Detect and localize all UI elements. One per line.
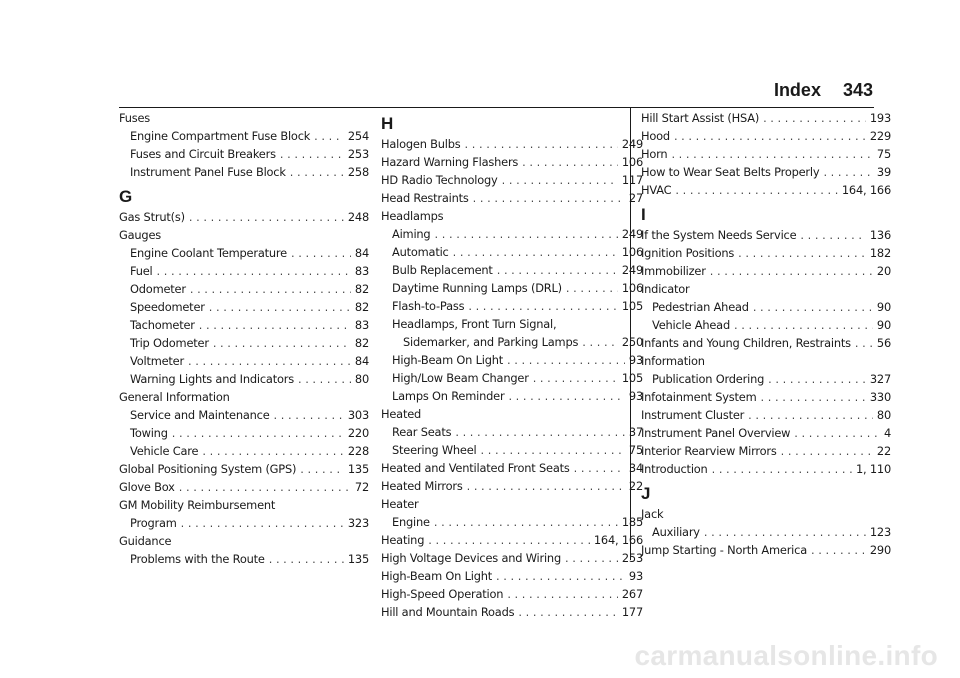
entry-page-number: 93 bbox=[628, 569, 643, 583]
entry-page-number: 22 bbox=[628, 479, 643, 493]
index-entry[interactable] bbox=[641, 460, 891, 478]
entry-page-number: 34 bbox=[628, 461, 643, 475]
index-heading: Heated bbox=[381, 407, 422, 421]
entry-label: High-Beam On Light bbox=[381, 569, 493, 583]
dot-leader bbox=[507, 351, 625, 369]
dot-leader bbox=[202, 442, 344, 460]
page-title: Index bbox=[773, 80, 821, 100]
entry-page-number: 193 bbox=[869, 111, 891, 125]
entry-page-number: 39 bbox=[876, 165, 891, 179]
entry-label: Program bbox=[130, 516, 177, 530]
dot-leader bbox=[473, 189, 625, 207]
entry-page-number: 105 bbox=[621, 299, 643, 313]
entry-page-number: 82 bbox=[354, 300, 369, 314]
entry-page-number: 80 bbox=[876, 408, 891, 422]
entry-page-number: 84 bbox=[354, 246, 369, 260]
index-entry[interactable] bbox=[641, 163, 891, 181]
entry-page-number: 90 bbox=[876, 300, 891, 314]
index-entry[interactable] bbox=[641, 181, 891, 199]
entry-label: Fuel bbox=[130, 264, 153, 278]
index-entry[interactable] bbox=[119, 550, 369, 568]
index-entry[interactable] bbox=[381, 567, 643, 585]
entry-page-number: 93 bbox=[628, 353, 643, 367]
dot-leader bbox=[675, 181, 838, 199]
dot-leader bbox=[508, 387, 624, 405]
entry-label: Voltmeter bbox=[130, 354, 184, 368]
entry-page-number: 123 bbox=[869, 525, 891, 539]
entry-label: Aiming bbox=[392, 227, 431, 241]
index-entry[interactable] bbox=[381, 261, 643, 279]
dot-leader bbox=[518, 603, 618, 621]
entry-label: Trip Odometer bbox=[130, 336, 209, 350]
index-entry[interactable] bbox=[641, 127, 891, 145]
dot-leader bbox=[763, 109, 866, 127]
index-entry[interactable] bbox=[119, 127, 369, 145]
index-entry[interactable] bbox=[381, 585, 643, 603]
entry-label: Tachometer bbox=[130, 318, 195, 332]
dot-leader bbox=[800, 226, 865, 244]
dot-leader bbox=[671, 145, 872, 163]
entry-label: Speedometer bbox=[130, 300, 205, 314]
index-entry[interactable] bbox=[381, 369, 643, 387]
watermark: carmanualsonline.info bbox=[634, 640, 938, 671]
entry-label: Hazard Warning Flashers bbox=[381, 155, 519, 169]
index-entry[interactable] bbox=[641, 388, 891, 406]
entry-page-number: 117 bbox=[621, 173, 643, 187]
dot-leader bbox=[710, 262, 873, 280]
entry-page-number: 185 bbox=[621, 515, 643, 529]
entry-label: Infants and Young Children, Restraints bbox=[641, 336, 851, 350]
entry-page-number: 135 bbox=[347, 552, 369, 566]
index-entry[interactable] bbox=[381, 153, 643, 171]
entry-page-number: 229 bbox=[869, 129, 891, 143]
index-entry[interactable] bbox=[641, 541, 891, 559]
section-letter: H bbox=[381, 114, 394, 133]
index-entry[interactable] bbox=[641, 523, 891, 541]
dot-leader bbox=[748, 406, 873, 424]
index-heading: General Information bbox=[119, 390, 230, 404]
index-entry[interactable] bbox=[381, 387, 643, 405]
entry-page-number: 323 bbox=[347, 516, 369, 530]
entry-label: Immobilizer bbox=[641, 264, 706, 278]
index-heading: GM Mobility Reimbursement bbox=[119, 498, 276, 512]
entry-label: Glove Box bbox=[119, 480, 175, 494]
index-heading: Indicator bbox=[641, 282, 690, 296]
index-entry[interactable] bbox=[381, 459, 643, 477]
index-column-1 bbox=[119, 109, 369, 568]
index-entry[interactable] bbox=[641, 298, 891, 316]
dot-leader bbox=[199, 316, 351, 334]
entry-page-number: 22 bbox=[876, 444, 891, 458]
index-entry[interactable] bbox=[641, 262, 891, 280]
entry-label: Publication Ordering bbox=[652, 372, 765, 386]
index-heading: Headlamps, Front Turn Signal, bbox=[392, 317, 557, 331]
index-entry[interactable] bbox=[381, 441, 643, 459]
index-column-3 bbox=[641, 109, 891, 559]
entry-page-number: 220 bbox=[347, 426, 369, 440]
entry-page-number: 290 bbox=[869, 543, 891, 557]
dot-leader bbox=[434, 225, 617, 243]
dot-leader bbox=[172, 424, 344, 442]
index-entry[interactable] bbox=[119, 208, 369, 226]
index-entry[interactable] bbox=[641, 145, 891, 163]
dot-leader bbox=[467, 477, 625, 495]
entry-page-number: 267 bbox=[621, 587, 643, 601]
dot-leader bbox=[502, 171, 618, 189]
entry-label: HD Radio Technology bbox=[381, 173, 498, 187]
dot-leader bbox=[855, 334, 873, 352]
index-entry[interactable] bbox=[641, 442, 891, 460]
entry-page-number: 4 bbox=[883, 426, 891, 440]
entry-label: Lamps On Reminder bbox=[392, 389, 505, 403]
entry-label: Hill and Mountain Roads bbox=[381, 605, 515, 619]
entry-label: Fuses and Circuit Breakers bbox=[130, 147, 276, 161]
entry-label: Halogen Bulbs bbox=[381, 137, 461, 151]
dot-leader bbox=[465, 135, 618, 153]
index-entry[interactable] bbox=[381, 135, 643, 153]
index-entry[interactable] bbox=[381, 513, 643, 531]
entry-label: High-Speed Operation bbox=[381, 587, 504, 601]
entry-page-number: 106 bbox=[621, 245, 643, 259]
entry-label: High-Beam On Light bbox=[392, 353, 504, 367]
entry-label: How to Wear Seat Belts Properly bbox=[641, 165, 820, 179]
entry-page-number: 83 bbox=[354, 318, 369, 332]
dot-leader bbox=[280, 145, 344, 163]
index-entry[interactable] bbox=[381, 189, 643, 207]
dot-leader bbox=[468, 297, 618, 315]
entry-label: Vehicle Care bbox=[130, 444, 199, 458]
index-heading: Fuses bbox=[119, 111, 151, 125]
entry-label: If the System Needs Service bbox=[641, 228, 797, 242]
dot-leader bbox=[760, 388, 865, 406]
dot-leader bbox=[566, 279, 618, 297]
index-entry[interactable] bbox=[119, 163, 369, 181]
index-entry[interactable] bbox=[641, 370, 891, 388]
entry-page-number: 37 bbox=[628, 425, 643, 439]
entry-page-number: 164, 166 bbox=[841, 183, 891, 197]
index-entry[interactable] bbox=[381, 423, 643, 441]
index-entry[interactable] bbox=[381, 297, 643, 315]
entry-page-number: 136 bbox=[869, 228, 891, 242]
index-entry[interactable] bbox=[381, 477, 643, 495]
index-entry[interactable] bbox=[381, 549, 643, 567]
entry-label: Warning Lights and Indicators bbox=[130, 372, 294, 386]
dot-leader bbox=[712, 460, 852, 478]
entry-label: Introduction bbox=[641, 462, 708, 476]
index-entry[interactable] bbox=[119, 280, 369, 298]
dot-leader bbox=[582, 333, 618, 351]
dot-leader bbox=[704, 523, 866, 541]
index-entry[interactable] bbox=[641, 244, 891, 262]
entry-page-number: 177 bbox=[621, 605, 643, 619]
entry-page-number: 249 bbox=[621, 263, 643, 277]
entry-page-number: 80 bbox=[354, 372, 369, 386]
entry-page-number: 249 bbox=[621, 137, 643, 151]
dot-leader bbox=[189, 208, 344, 226]
entry-label: Steering Wheel bbox=[392, 443, 477, 457]
column-divider bbox=[630, 108, 631, 560]
dot-leader bbox=[453, 243, 618, 261]
page-header bbox=[774, 80, 873, 101]
dot-leader bbox=[190, 280, 351, 298]
entry-label: Problems with the Route bbox=[130, 552, 265, 566]
entry-page-number: 249 bbox=[621, 227, 643, 241]
entry-page-number: 135 bbox=[347, 462, 369, 476]
entry-label: High Voltage Devices and Wiring bbox=[381, 551, 561, 565]
entry-label: Rear Seats bbox=[392, 425, 452, 439]
entry-label: Instrument Panel Overview bbox=[641, 426, 791, 440]
dot-leader bbox=[497, 261, 618, 279]
entry-page-number: 253 bbox=[347, 147, 369, 161]
dot-leader bbox=[291, 244, 351, 262]
entry-page-number: 164, 166 bbox=[593, 533, 643, 547]
entry-page-number: 93 bbox=[628, 389, 643, 403]
entry-page-number: 248 bbox=[347, 210, 369, 224]
entry-label: Odometer bbox=[130, 282, 186, 296]
dot-leader bbox=[565, 549, 618, 567]
dot-leader bbox=[274, 406, 344, 424]
index-entry[interactable] bbox=[119, 298, 369, 316]
index-entry[interactable] bbox=[119, 352, 369, 370]
index-entry[interactable] bbox=[119, 424, 369, 442]
section-letter: J bbox=[641, 484, 651, 503]
entry-label: Engine bbox=[392, 515, 430, 529]
index-entry[interactable] bbox=[119, 442, 369, 460]
entry-label: Infotainment System bbox=[641, 390, 757, 404]
entry-label: Service and Maintenance bbox=[130, 408, 270, 422]
dot-leader bbox=[768, 370, 866, 388]
dot-leader bbox=[823, 163, 872, 181]
index-entry[interactable] bbox=[119, 514, 369, 532]
index-entry[interactable] bbox=[119, 406, 369, 424]
dot-leader bbox=[290, 163, 344, 181]
dot-leader bbox=[213, 334, 351, 352]
entry-page-number: 82 bbox=[354, 336, 369, 350]
dot-leader bbox=[181, 514, 344, 532]
entry-label: Heated and Ventilated Front Seats bbox=[381, 461, 570, 475]
dot-leader bbox=[811, 541, 866, 559]
entry-label: Instrument Cluster bbox=[641, 408, 745, 422]
dot-leader bbox=[179, 478, 351, 496]
entry-label: Gas Strut(s) bbox=[119, 210, 185, 224]
entry-page-number: 106 bbox=[621, 155, 643, 169]
index-heading: Jack bbox=[641, 507, 664, 521]
index-entry[interactable] bbox=[641, 316, 891, 334]
dot-leader bbox=[753, 298, 873, 316]
entry-page-number: 90 bbox=[876, 318, 891, 332]
section-letter: I bbox=[641, 205, 646, 224]
index-entry[interactable] bbox=[119, 316, 369, 334]
index-entry[interactable] bbox=[119, 334, 369, 352]
index-entry[interactable] bbox=[119, 262, 369, 280]
entry-page-number: 56 bbox=[876, 336, 891, 350]
index-entry[interactable] bbox=[381, 171, 643, 189]
entry-label: Daytime Running Lamps (DRL) bbox=[392, 281, 562, 295]
entry-label: Hill Start Assist (HSA) bbox=[641, 111, 760, 125]
entry-label: Jump Starting - North America bbox=[641, 543, 807, 557]
dot-leader bbox=[434, 513, 618, 531]
entry-label: HVAC bbox=[641, 183, 672, 197]
entry-page-number: 258 bbox=[347, 165, 369, 179]
index-entry[interactable] bbox=[119, 370, 369, 388]
entry-page-number: 75 bbox=[628, 443, 643, 457]
dot-leader bbox=[522, 153, 618, 171]
entry-label: Ignition Positions bbox=[641, 246, 735, 260]
index-entry[interactable] bbox=[641, 424, 891, 442]
entry-label: Interior Rearview Mirrors bbox=[641, 444, 777, 458]
entry-page-number: 72 bbox=[354, 480, 369, 494]
entry-page-number: 253 bbox=[621, 551, 643, 565]
index-entry[interactable] bbox=[381, 243, 643, 261]
index-entry[interactable] bbox=[381, 603, 643, 621]
index-entry[interactable] bbox=[119, 460, 369, 478]
dot-leader bbox=[300, 460, 344, 478]
index-entry[interactable] bbox=[641, 109, 891, 127]
entry-label: Bulb Replacement bbox=[392, 263, 493, 277]
dot-leader bbox=[574, 459, 625, 477]
entry-label: Automatic bbox=[392, 245, 449, 259]
dot-leader bbox=[314, 127, 344, 145]
index-entry[interactable] bbox=[119, 145, 369, 163]
entry-label: Pedestrian Ahead bbox=[652, 300, 749, 314]
entry-label: Head Restraints bbox=[381, 191, 469, 205]
entry-label: Sidemarker, and Parking Lamps bbox=[403, 335, 579, 349]
dot-leader bbox=[533, 369, 618, 387]
index-entry[interactable] bbox=[381, 531, 643, 549]
dot-leader bbox=[209, 298, 351, 316]
entry-page-number: 327 bbox=[869, 372, 891, 386]
index-entry[interactable] bbox=[641, 406, 891, 424]
entry-page-number: 1, 110 bbox=[855, 462, 891, 476]
entry-page-number: 330 bbox=[869, 390, 891, 404]
entry-page-number: 250 bbox=[621, 335, 643, 349]
entry-label: Towing bbox=[130, 426, 168, 440]
dot-leader bbox=[507, 585, 618, 603]
entry-page-number: 303 bbox=[347, 408, 369, 422]
entry-label: Vehicle Ahead bbox=[652, 318, 730, 332]
entry-page-number: 82 bbox=[354, 282, 369, 296]
dot-leader bbox=[794, 424, 880, 442]
entry-label: Global Positioning System (GPS) bbox=[119, 462, 297, 476]
dot-leader bbox=[157, 262, 351, 280]
dot-leader bbox=[188, 352, 351, 370]
entry-label: High/Low Beam Changer bbox=[392, 371, 529, 385]
index-entry[interactable] bbox=[641, 226, 891, 244]
entry-page-number: 83 bbox=[354, 264, 369, 278]
entry-label: Engine Coolant Temperature bbox=[130, 246, 287, 260]
index-entry[interactable] bbox=[381, 279, 643, 297]
entry-label: Auxiliary bbox=[652, 525, 700, 539]
index-heading: Headlamps bbox=[381, 209, 444, 223]
entry-page-number: 27 bbox=[628, 191, 643, 205]
entry-label: Horn bbox=[641, 147, 668, 161]
index-heading: Guidance bbox=[119, 534, 172, 548]
dot-leader bbox=[269, 550, 344, 568]
dot-leader bbox=[298, 370, 351, 388]
dot-leader bbox=[738, 244, 866, 262]
dot-leader bbox=[734, 316, 873, 334]
entry-page-number: 105 bbox=[621, 371, 643, 385]
entry-page-number: 84 bbox=[354, 354, 369, 368]
entry-page-number: 254 bbox=[347, 129, 369, 143]
entry-label: Heating bbox=[381, 533, 425, 547]
index-entry[interactable] bbox=[381, 225, 643, 243]
entry-page-number: 75 bbox=[876, 147, 891, 161]
dot-leader bbox=[481, 441, 625, 459]
index-heading: Information bbox=[641, 354, 705, 368]
entry-label: Instrument Panel Fuse Block bbox=[130, 165, 286, 179]
index-column-2 bbox=[369, 108, 643, 619]
page-number: 343 bbox=[842, 80, 873, 100]
index-entry[interactable] bbox=[119, 244, 369, 262]
dot-leader bbox=[428, 531, 590, 549]
entry-page-number: 182 bbox=[869, 246, 891, 260]
entry-label: Engine Compartment Fuse Block bbox=[130, 129, 311, 143]
index-entry[interactable] bbox=[119, 478, 369, 496]
entry-page-number: 20 bbox=[876, 264, 891, 278]
index-entry[interactable] bbox=[641, 334, 891, 352]
entry-label: Flash-to-Pass bbox=[392, 299, 465, 313]
dot-leader bbox=[674, 127, 866, 145]
index-entry[interactable] bbox=[381, 333, 643, 351]
index-heading: Heater bbox=[381, 497, 419, 511]
entry-label: Hood bbox=[641, 129, 670, 143]
dot-leader bbox=[496, 567, 625, 585]
dot-leader bbox=[781, 442, 873, 460]
index-entry[interactable] bbox=[381, 351, 643, 369]
dot-leader bbox=[455, 423, 625, 441]
entry-page-number: 106 bbox=[621, 281, 643, 295]
section-letter: G bbox=[119, 187, 133, 206]
entry-page-number: 228 bbox=[347, 444, 369, 458]
entry-label: Heated Mirrors bbox=[381, 479, 463, 493]
index-heading: Gauges bbox=[119, 228, 161, 242]
